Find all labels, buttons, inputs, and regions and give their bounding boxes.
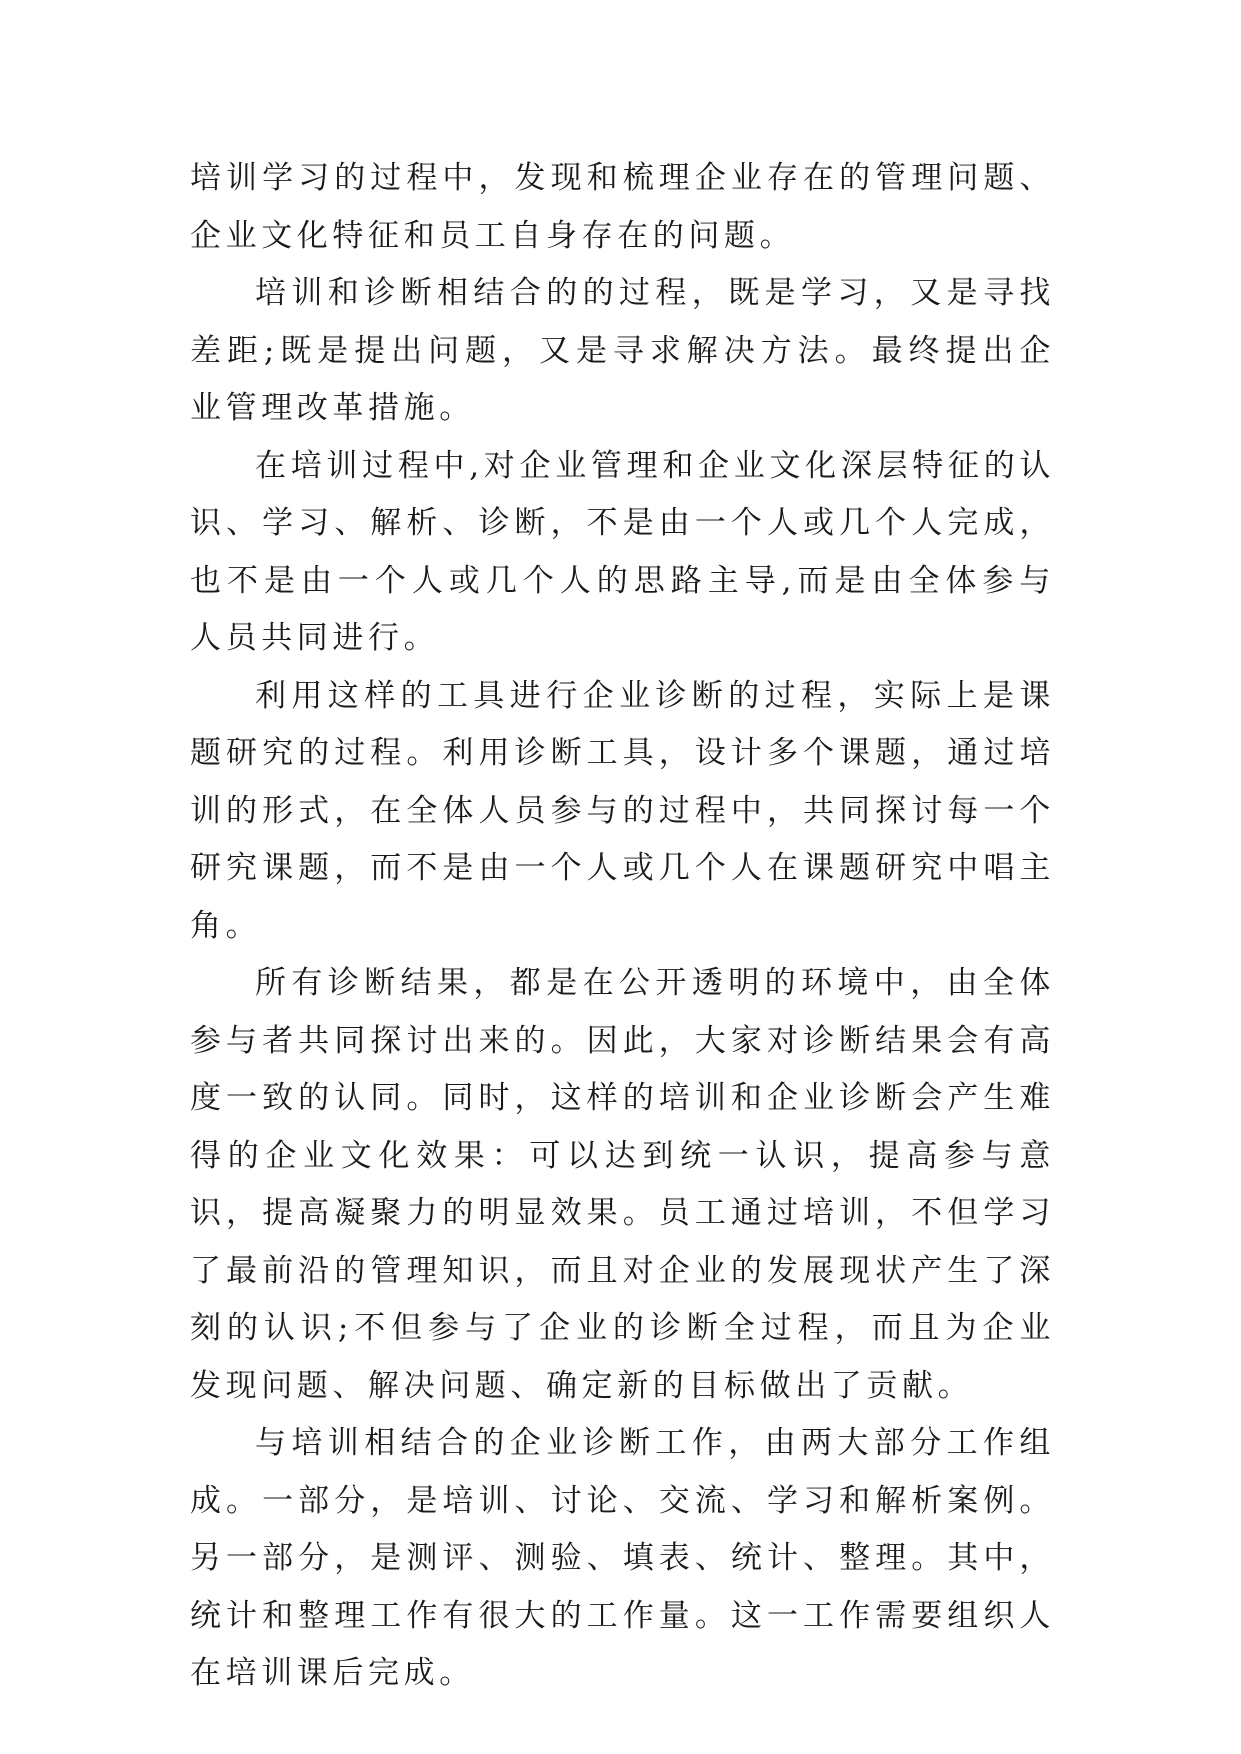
paragraph-3: 在培训过程中,对企业管理和企业文化深层特征的认识、学习、解析、诊断，不是由一个人或几个人完成，也不是由一个人或几个人的思路主导,而是由全体参与人员共同进行。 [190,447,1055,656]
paragraph-2: 培训和诊断相结合的的过程，既是学习，又是寻找差距;既是提出问题，又是寻求解决方法。最终提出企业管理改革措施。 [190,275,1055,426]
paragraph-1: 培训学习的过程中，发现和梳理企业存在的管理问题、企业文化特征和员工自身存在的问题。 [190,160,1055,254]
paragraph-4: 利用这样的工具进行企业诊断的过程，实际上是课题研究的过程。利用诊断工具，设计多个课题，通过培训的形式，在全体人员参与的过程中，共同探讨每一个研究课题，而不是由一个人或几个人在课题研究中唱主角。 [190,677,1055,944]
paragraph-5: 所有诊断结果，都是在公开透明的环境中，由全体参与者共同探讨出来的。因此，大家对诊断结果会有高度一致的认同。同时，这样的培训和企业诊断会产生难得的企业文化效果：可以达到统一认识，提高参与意识，提高凝聚力的明显效果。员工通过培训，不但学习了最前沿的管理知识，而且对企业的发展现状产生了深刻的认识;不但参与了企业的诊断全过程，而且为企业发现问题、解决问题、确定新的目标做出了贡献。 [190,965,1055,1404]
document-body [190,150,1055,1703]
paragraph-6: 与培训相结合的企业诊断工作，由两大部分工作组成。一部分，是培训、讨论、交流、学习和解析案例。另一部分，是测评、测验、填表、统计、整理。其中，统计和整理工作有很大的工作量。这一工作需要组织人在培训课后完成。 [190,1425,1055,1691]
